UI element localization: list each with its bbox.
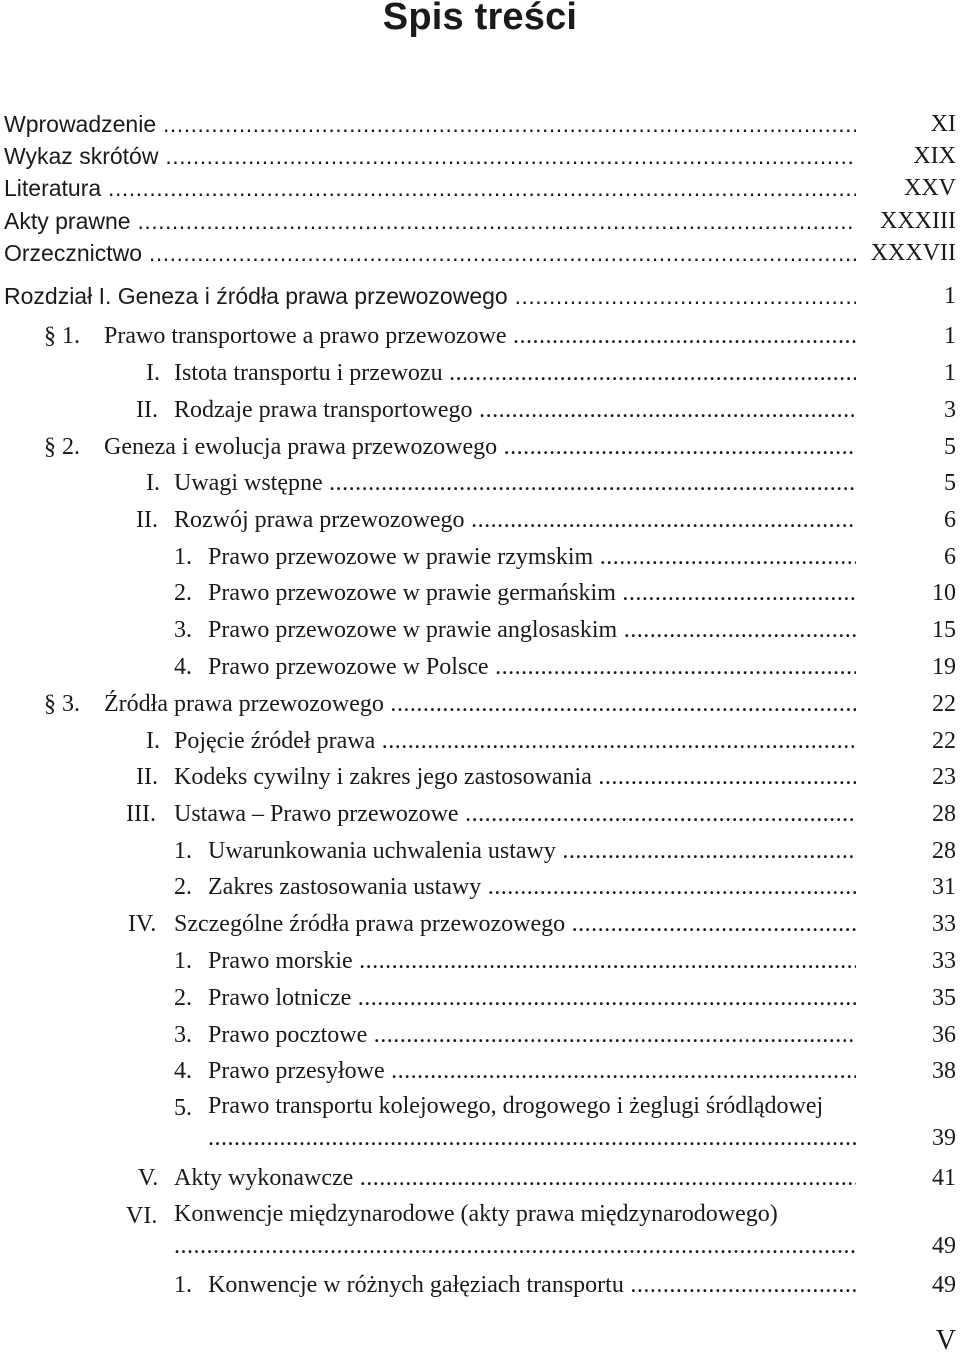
toc-entry [0, 649, 960, 685]
toc-entry-page: 1 [944, 278, 956, 314]
toc-entry-number: 1. [174, 948, 192, 974]
toc-entry-page: 15 [932, 612, 956, 648]
toc-entry-title: Źródła prawa przewozowego ..... [104, 686, 856, 722]
toc-entry [0, 138, 960, 174]
toc-entry [0, 429, 960, 465]
toc-entry-title: Wprowadzenie ..... [4, 106, 856, 142]
toc-entry-title: Prawo przewozowe w Polsce ..... [208, 649, 856, 685]
toc-entry-title: Kodeks cywilny i zakres jego zastosowania ..... [174, 759, 856, 795]
toc-entry [0, 980, 960, 1016]
toc-entry-title: Rozwój prawa przewozowego ..... [174, 502, 856, 538]
toc-entry-page: 49 [932, 1228, 956, 1264]
toc-entry [0, 943, 960, 979]
toc-entry [0, 465, 960, 501]
toc-entry-page: 23 [932, 759, 956, 795]
toc-entry [0, 318, 960, 354]
toc-entry-number: 1. [174, 544, 192, 570]
toc-entry [0, 869, 960, 905]
toc-entry-title: Prawo przesyłowe ..... [208, 1053, 856, 1089]
toc-entry [0, 539, 960, 575]
toc-entry-title: Rozdział I. Geneza i źródła prawa przewozowego ..... [4, 278, 856, 314]
toc-entry [0, 686, 960, 722]
toc-entry-page: 41 [932, 1160, 956, 1196]
toc-entry-page: 5 [944, 429, 956, 465]
toc-entry-page: 31 [932, 869, 956, 905]
toc-entry-page: XXV [904, 170, 956, 206]
toc-entry-title: Geneza i ewolucja prawa przewozowego ..... [104, 429, 856, 465]
toc-entry-title: Prawo pocztowe ..... [208, 1017, 856, 1053]
toc-entry-title: Literatura ..... [4, 170, 856, 206]
toc-entry-title: Ustawa – Prawo przewozowe ..... [174, 796, 856, 832]
toc-entry-number: III. [126, 801, 156, 827]
toc-entry-number: 1. [174, 838, 192, 864]
toc-entry [0, 575, 960, 611]
toc-entry-number: 2. [174, 580, 192, 606]
toc-entry [0, 1267, 960, 1303]
toc-entry-title: Pojęcie źródeł prawa ..... [174, 723, 856, 759]
toc-entry-number: § 1. [44, 323, 80, 349]
toc-entry-number: V. [138, 1165, 159, 1191]
toc-entry [0, 1160, 960, 1196]
toc-entry-title: Konwencje w różnych gałęziach transportu ..... [208, 1267, 856, 1303]
toc-entry-title: Uwagi wstępne ..... [174, 465, 856, 501]
toc-entry-page: 10 [932, 575, 956, 611]
toc-entry-page: 33 [932, 906, 956, 942]
toc-entry-title: Prawo transportowe a prawo przewozowe ..... [104, 318, 856, 354]
toc-entry-page: 36 [932, 1017, 956, 1053]
toc-entry [0, 796, 960, 832]
toc-entry-number: 4. [174, 654, 192, 680]
toc-entry-title: Istota transportu i przewozu ..... [174, 355, 856, 391]
toc-entry-page: XI [931, 106, 956, 142]
toc-entry-title: Akty prawne ..... [4, 203, 856, 239]
toc-entry-number: II. [136, 507, 158, 533]
toc-entry [0, 723, 960, 759]
toc-entry [0, 235, 960, 271]
toc-entry-page: 6 [944, 502, 956, 538]
toc-entry [0, 355, 960, 391]
toc-entry-page: 35 [932, 980, 956, 1016]
toc-entry [0, 1198, 960, 1264]
toc-entry [0, 612, 960, 648]
toc-entry-title: Prawo transportu kolejowego, drogowego i żeglugi śródlądowej ..... [208, 1090, 856, 1154]
toc-entry-number: I. [146, 728, 160, 754]
toc-entry-page: 22 [932, 723, 956, 759]
toc-entry-title: Uwarunkowania uchwalenia ustawy ..... [208, 833, 856, 869]
toc-entry [0, 759, 960, 795]
toc-entry-page: 49 [932, 1267, 956, 1303]
toc-entry-number: 3. [174, 617, 192, 643]
toc-entry-number: I. [146, 360, 160, 386]
toc-entry [0, 170, 960, 206]
toc-entry-number: II. [136, 764, 158, 790]
toc-entry-title: Rodzaje prawa transportowego ..... [174, 392, 856, 428]
toc-entry [0, 502, 960, 538]
toc-entry-number: 3. [174, 1022, 192, 1048]
toc-entry-number: 2. [174, 985, 192, 1011]
toc-entry-page: 22 [932, 686, 956, 722]
toc-entry-page: 28 [932, 796, 956, 832]
toc-entry-page: XXXIII [880, 203, 956, 239]
toc-entry-title: Akty wykonawcze ..... [174, 1160, 856, 1196]
toc-entry [0, 203, 960, 239]
toc-entry-page: 28 [932, 833, 956, 869]
toc-entry-title: Orzecznictwo ..... [4, 235, 856, 271]
toc-entry [0, 906, 960, 942]
page-title: Spis treści [382, 0, 578, 38]
toc-entry-number: 2. [174, 874, 192, 900]
toc-entry-number: § 3. [44, 691, 80, 717]
toc-entry-title: Prawo przewozowe w prawie anglosaskim ..... [208, 612, 856, 648]
toc-entry-title: Prawo przewozowe w prawie rzymskim ..... [208, 539, 856, 575]
toc-entry-page: XIX [913, 138, 956, 174]
toc-entry-page: 1 [944, 318, 956, 354]
toc-entry-page: 3 [944, 392, 956, 428]
toc-entry-title: Zakres zastosowania ustawy ..... [208, 869, 856, 905]
toc-entry-page: 19 [932, 649, 956, 685]
toc-entry [0, 1017, 960, 1053]
toc-entry-title: Wykaz skrótów ..... [4, 138, 856, 174]
toc-entry-number: 4. [174, 1058, 192, 1084]
toc-entry [0, 106, 960, 142]
toc-entry-page: 1 [944, 355, 956, 391]
toc-entry [0, 392, 960, 428]
toc-entry-title: Prawo przewozowe w prawie germańskim ..... [208, 575, 856, 611]
toc-entry [0, 1090, 960, 1156]
toc-entry-number: § 2. [44, 434, 80, 460]
page-number: V [935, 1325, 956, 1356]
toc-entry-title: Szczególne źródła prawa przewozowego ..... [174, 906, 856, 942]
toc-entry-number: 1. [174, 1272, 192, 1298]
toc-entry-number: VI. [126, 1203, 158, 1229]
toc-entry-page: 6 [944, 539, 956, 575]
toc-entry-number: II. [136, 397, 158, 423]
toc-entry-page: 39 [932, 1120, 956, 1156]
toc-entry [0, 1053, 960, 1089]
toc-entry-page: XXXVII [871, 235, 956, 271]
toc-entry [0, 278, 960, 314]
toc-entry-page: 5 [944, 465, 956, 501]
toc-entry-title: Prawo lotnicze ..... [208, 980, 856, 1016]
toc-entry-title: Konwencje międzynarodowe (akty prawa międzynarodowego) ..... [174, 1198, 856, 1262]
toc-entry-number: I. [146, 470, 160, 496]
toc-entry-page: 33 [932, 943, 956, 979]
toc-entry-page: 38 [932, 1053, 956, 1089]
toc-entry-number: 5. [174, 1095, 192, 1121]
toc-entry-number: IV. [128, 911, 157, 937]
toc-entry-title: Prawo morskie ..... [208, 943, 856, 979]
toc-entry [0, 833, 960, 869]
